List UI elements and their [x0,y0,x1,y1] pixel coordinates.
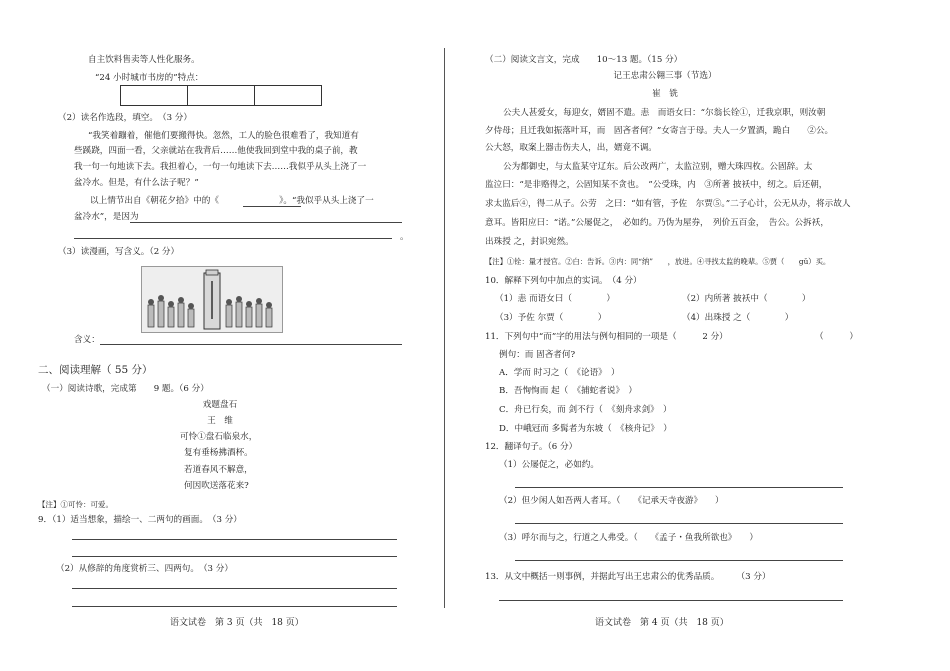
q11-head: 11．下列句中“而”字的用法与例句相同的一项是（ 2 分） [485,332,728,342]
q2-passage-line: “我笑着蹦着，催他们要搬得快。忽然，工人的脸色很难看了，我知道有 [88,131,359,141]
answer-line[interactable] [74,238,392,239]
q2-passage-line: 我一句一句地读下去。我担着心，一句一句地读下去……我似乎从头上浇了一 [74,162,367,172]
q9-1: 9．（1）适当想象，描绘一、二两句的画面。 （3 分） [38,515,242,525]
q11-option-c[interactable]: C．舟已行矣，而 剑不行（ 《刻舟求剑》 ） [499,405,672,415]
poem-title: 戏题盘石 [202,400,238,410]
right-page [455,0,950,671]
q12-item: （2）但少闲人如吾两人者耳。（ 《记承天寺夜游》 ） [499,496,724,506]
q9-2: （2）从修辞的角度赏析三、四两句。 （3 分） [56,564,233,574]
q13-head: 13．从文中概括一则事例，并据此写出王忠肃公的优秀品质。 （3 分） [485,572,771,582]
passage-line: 出珠授 之，封识宛然。 [485,237,574,247]
q12-item: （3）呼尔而与之，行道之人弗受。（ 《孟子・鱼我所欲也》 ） [499,533,758,543]
cartoon-image [141,266,283,333]
answer-line[interactable] [72,556,397,557]
q10-item: （1）恚 而语女曰（ ） [495,294,615,304]
part2-head: （二）阅读文言文，完成 10～13 题。（15 分） [485,55,683,65]
answer-line[interactable] [515,487,843,488]
intro-text: 自主饮料售卖等人性化服务。 [88,55,200,65]
passage-line: 公大怒，取案上器击伤夫人，出，婿竟不调。 [485,143,657,153]
section-2-title: 二、阅读理解（ 55 分） [38,364,153,376]
passage-line: 公为都御史，与太监某守辽东。后公改两广，太监泣别，赠大珠四枚。公固辞。太 [503,162,813,172]
q10-item: （2）内所著 披袄中（ ） [682,294,811,304]
answer-line[interactable] [72,606,397,607]
passage-line: 求太监后④，得二从子。公劳 之曰：“如有管，予佐 尔贾⑤。”二子心计，公无从办，将示故人 [485,199,851,209]
q11-example: 例句：而 固吝者何? [499,350,576,360]
passage-line: 意耳。皆阳应曰：“诺。”公屡促之， 必如约。乃伪为屋券， 列价五百金， 告公。公拆袄， [485,218,829,228]
answer-line[interactable] [72,588,397,589]
q2-passage-line: 盆冷水。但是，有什么法子呢？” [74,178,199,188]
poem-note: 【注】①可怜：可爱。 [38,500,113,509]
q2-passage-line: 些蹊跷，四面一看，父亲就站在我背后……他使我回到堂中我的桌子前，教 [74,146,358,156]
q10-head: 10．解释下列句中加点的实词。 （4 分） [485,276,642,286]
q3-head: （3）读漫画，写含义。（2 分） [58,247,180,257]
q2-fill-1: 以上情节出自《朝花夕拾》中的《 》。“我似乎从头上浇了一 [90,196,374,206]
poem-line: 若道春风不解意， [184,465,253,475]
q2-blank-line[interactable] [243,206,301,207]
part1-head: （一）阅读诗歌，完成第 9 题。（6 分） [42,384,209,394]
page-footer: 语文试卷 第 3 页（共 18 页） [170,618,304,628]
poem-line: 可怜①盘石临泉水， [180,432,258,442]
answer-line[interactable] [130,222,402,223]
meaning-label: 含义： [74,335,100,345]
q2-fill-2: 盆冷水”，是因为 [74,212,139,222]
text-title: 记王忠肃公翱三事（节选） [613,71,717,81]
poem-author: 王 维 [207,416,233,426]
feature-cell[interactable] [188,86,255,106]
q12-head: 12．翻译句子。（6 分） [485,442,578,452]
q11-option-b[interactable]: B．吾恂恂而 起（ 《捕蛇者说》 ） [499,386,637,396]
answer-line[interactable] [515,523,843,524]
feature-cell[interactable] [121,86,188,106]
page-footer: 语文试卷 第 4 页（共 18 页） [595,618,729,628]
feature-table[interactable] [120,85,322,106]
text-author: 崔 铣 [652,89,678,99]
q2-head: （2）读名作选段，填空。 （3 分） [58,113,192,123]
left-page: 自主饮料售卖等人性化服务。 “24 小时城市书房的”特点： （2）读名作选段，填空。 （3 分） “我笑着蹦着，催他们要搬得快。忽然，工人的脸色很难看了，我知道有 些蹊跷，四面一看，父亲就站在我背后……他使我回到堂中我的桌子前，教 我一句一句地读下去。我担着心，一句一句地读下去……我似乎从头上浇了一 盆冷水。但是，有什么法子呢？” 以上情节出自《朝花夕拾》中的《 》。“我似乎从头上浇了一 盆冷水”，是因为 。 （3）读漫画，写含义。（2 分） 含义： 二、阅读理解（ 55 分） （一）阅读诗歌，完成第 9 题。（6 分） 戏题盘石 王 维 可怜①盘石临泉水， 复有垂杨拂酒杯。 若道春风不解意， 何因吹送落花来? 【注】①可怜：可爱。 9．（1）适当想象，描绘一、二两句的画面。 （3 分） （2）从修辞的角度赏析三、四两句。 （3 分） 语文试卷 第 3 页（共 18 页） [38,55,409,628]
passage-line: 夕侍母；且迁我如振落叶耳，而 固吝者何？”女寄言于母。夫人一夕置酒，跪白 ②公。 [485,126,834,136]
passage-line: 公夫人甚爱女，每迎女，婿固不遣。恚 而语女曰：“尔翁长铨①，迁我京职，则汝朝 [503,108,826,118]
q12-item: （1）公屡促之，必如约。 [499,460,599,470]
answer-line[interactable] [100,344,402,345]
q11-option-d[interactable]: D．中峨冠而 多髯者为东坡（ 《核舟记》 ） [499,424,672,434]
page-divider [444,48,445,608]
feature-label: “24 小时城市书房的”特点： [95,73,204,83]
poem-line: 何因吹送落花来? [184,481,249,491]
passage-note: 【注】①铨：量才授官。②白：告诉。③内：同“纳” ，放进。④寻找太监的晚辈。⑤贾（ gǔ）买。 [485,257,831,266]
q10-item: （3）予佐 尔贾（ ） [495,313,607,323]
q10-item: （4）出珠授 之（ ） [682,313,794,323]
answer-line[interactable] [499,600,843,601]
poem-line: 复有垂杨拂酒杯。 [184,448,253,458]
passage-line: 监泣曰：“是非赂得之，公固知某不贪也。 ”公受珠，内 ③所著 披袄中，纫之。后还朝， [485,180,828,190]
feature-cell[interactable] [255,86,322,106]
q11-answer-paren[interactable]: （ ） [815,332,858,342]
answer-line[interactable] [72,539,397,540]
answer-line[interactable] [515,560,843,561]
q11-option-a[interactable]: A．学而 时习之（ 《论语》 ） [499,368,620,378]
